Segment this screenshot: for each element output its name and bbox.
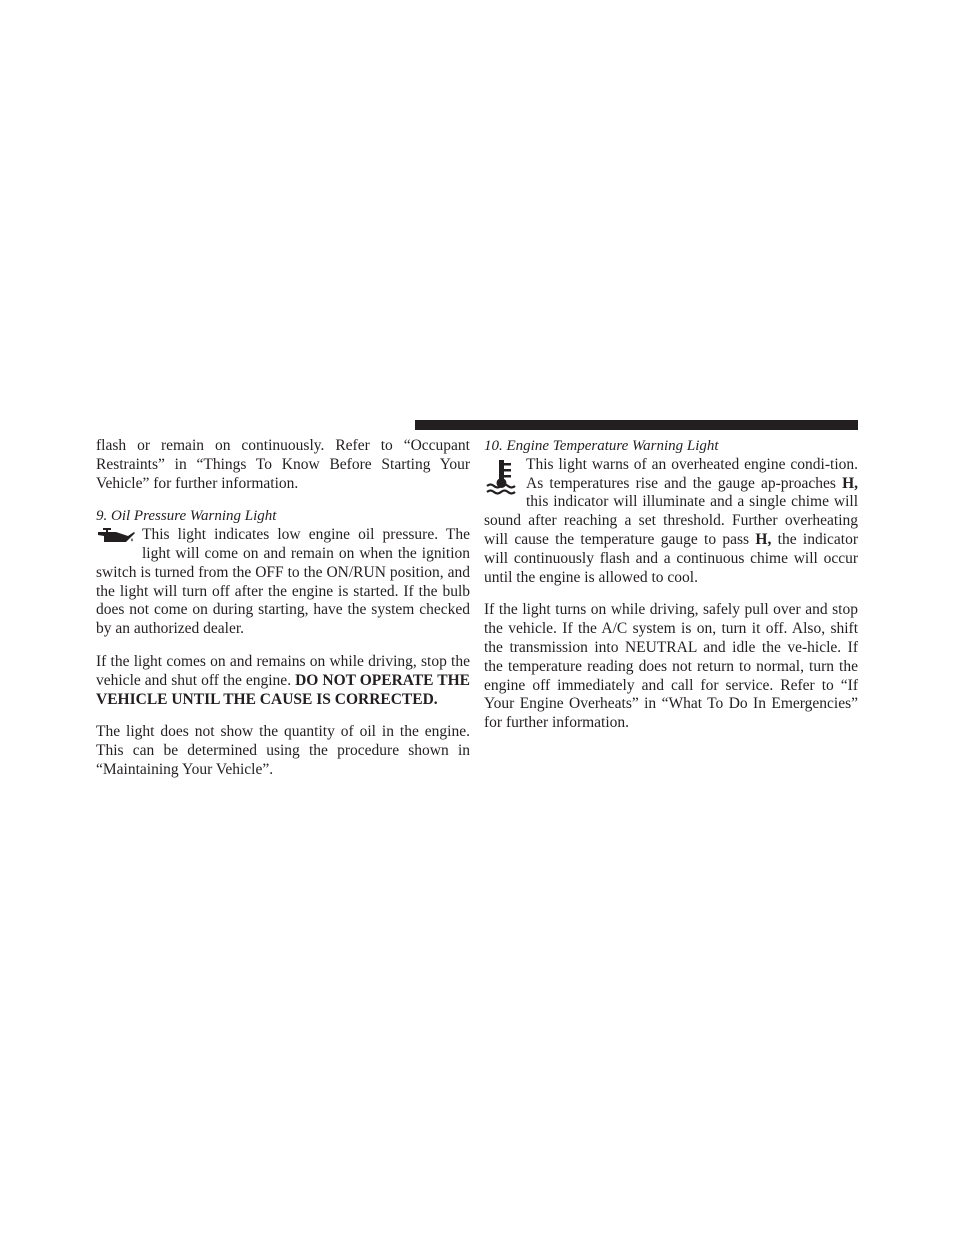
right-column	[484, 437, 858, 733]
heading-engine-temperature: 10. Engine Temperature Warning Light	[484, 438, 719, 454]
paragraph-oil-pressure	[96, 526, 470, 639]
paragraph-stop-vehicle: If the light comes on and remains on while driving, stop the vehicle and shut off the engine. DO NOT OPERATE THE VEHICLE UNTIL THE CAUSE IS CORRECTED.	[96, 652, 471, 708]
paragraph-occupant-restraints: flash or remain on continuously. Refer to “Occupant Restraints” in “Things To Know Before Starting Your Vehicle” for further information.	[96, 437, 470, 492]
engine-temperature-icon	[484, 456, 520, 502]
section-header-bar	[415, 420, 858, 430]
oil-pressure-text: This light indicates low engine oil pressure. The light will come on and remain on when the ignition switch is turned from the OFF to the ON/RUN position, and the light will turn off after the engine is started. If the bulb does not come on during starting, have the system checked by an authorized dealer.	[96, 526, 470, 638]
heading-oil-pressure: 9. Oil Pressure Warning Light	[96, 508, 277, 525]
paragraph-engine-temperature: This light warns of an overheated engine condi-tion. As temperatures rise and the gauge ap-proaches H, this indicator will illuminate and a single chime will sound after reaching a set threshold. Further overheating will cause the temperature gauge to pass H, the indicator will continuously flash and a continuous chime will occur until the engine is allowed to cool.	[484, 455, 858, 586]
oil-can-icon	[96, 526, 136, 552]
paragraph-oil-quantity: The light does not show the quantity of oil in the engine. This can be determined using the procedure shown in “Maintaining Your Vehicle”.	[96, 723, 470, 778]
paragraph-pull-over: If the light turns on while driving, safely pull over and stop the vehicle. If the A/C system is on, turn it off. Also, shift the transmission into NEUTRAL and idle the ve-hicle. If the temperature reading does not return to normal, turn the engine off immediately and call for service. Refer to “If Your Engine Overheats” in “What To Do In Emergencies” for further information.	[484, 601, 858, 732]
left-column	[96, 437, 470, 780]
warning-emphasis: DO NOT OPERATE THE VEHICLE UNTIL THE CAUSE IS CORRECTED.	[96, 671, 471, 708]
